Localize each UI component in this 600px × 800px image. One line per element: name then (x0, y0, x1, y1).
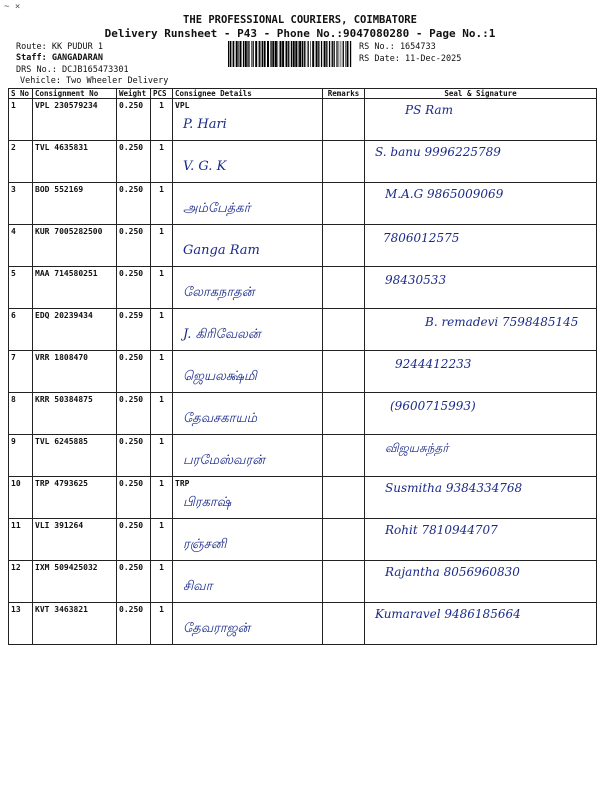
remarks-cell (323, 99, 365, 141)
table-row (9, 225, 597, 267)
consignee-cell (173, 477, 323, 519)
header-pcs: PCS (151, 89, 173, 99)
sno-cell: 9 (9, 435, 33, 477)
handwritten-signature: B. remadevi 7598485145 (425, 315, 579, 329)
barcode-bar (233, 41, 234, 67)
barcode-bar (334, 41, 335, 67)
barcode-bar (324, 41, 326, 67)
barcode-bar (318, 41, 319, 67)
consignee-cell (173, 183, 323, 225)
pcs-cell: 1 (151, 351, 173, 393)
remarks-cell (323, 351, 365, 393)
rs-date: RS Date: 11-Dec-2025 (359, 54, 462, 64)
table-row (9, 561, 597, 603)
consignment-cell: TVL 4635831 (33, 141, 117, 183)
weight-cell: 0.250 (117, 561, 151, 603)
barcode-bar (343, 41, 344, 67)
consignment-cell: BOD 552169 (33, 183, 117, 225)
drs-label: DRS No.: DCJB165473301 (16, 65, 129, 75)
barcode-bar (316, 41, 318, 67)
consignee-cell (173, 225, 323, 267)
sno-cell: 11 (9, 519, 33, 561)
table-row (9, 309, 597, 351)
header-weight: Weight (117, 89, 151, 99)
barcode-bar (251, 41, 252, 67)
consignee-cell (173, 267, 323, 309)
header-remarks: Remarks (323, 89, 365, 99)
barcode-bar (228, 41, 229, 67)
seal-signature-cell (365, 351, 597, 393)
pcs-cell: 1 (151, 477, 173, 519)
barcode-bar (272, 41, 274, 67)
remarks-cell (323, 309, 365, 351)
barcode-bar (282, 41, 284, 67)
table-row (9, 183, 597, 225)
table-row (9, 141, 597, 183)
barcode-bar (232, 41, 233, 67)
barcode-bar (240, 41, 242, 67)
handwritten-signature: Kumaravel 9486185664 (375, 607, 521, 621)
barcode-bar (295, 41, 297, 67)
barcode-bar (291, 41, 292, 67)
barcode-bar (280, 41, 282, 67)
weight-cell: 0.250 (117, 99, 151, 141)
consignment-cell: TVL 6245885 (33, 435, 117, 477)
runsheet-subtitle: Delivery Runsheet - P43 - Phone No.:9047080280 - Page No.:1 (104, 27, 496, 40)
barcode-bar (238, 41, 239, 67)
weight-cell: 0.250 (117, 351, 151, 393)
table-row (9, 519, 597, 561)
pcs-cell: 1 (151, 309, 173, 351)
table-header-row (9, 89, 597, 99)
company-title: THE PROFESSIONAL COURIERS, COIMBATORE (183, 14, 417, 26)
sno-cell: 12 (9, 561, 33, 603)
consignee-cell (173, 141, 323, 183)
barcode-bar (253, 41, 254, 67)
seal-signature-cell (365, 99, 597, 141)
consignment-cell: KUR 7005282500 (33, 225, 117, 267)
pcs-cell: 1 (151, 267, 173, 309)
consignee-printed: TRP (175, 479, 190, 488)
handwritten-signature: (9600715993) (390, 399, 476, 413)
seal-signature-cell (365, 435, 597, 477)
barcode-bar (245, 41, 247, 67)
weight-cell: 0.250 (117, 393, 151, 435)
handwritten-signature: Rohit 7810944707 (385, 523, 498, 537)
consignee-handwritten-name: லோகநாதன் (183, 285, 255, 300)
consignee-handwritten-name: பிரகாஷ் (183, 495, 232, 510)
barcode-bar (298, 41, 299, 67)
consignee-cell (173, 99, 323, 141)
pcs-cell: 1 (151, 435, 173, 477)
barcode-bar (326, 41, 327, 67)
route-label: Route: KK PUDUR 1 (16, 42, 103, 52)
barcode-bar (288, 41, 289, 67)
barcode-bar (345, 41, 346, 67)
seal-signature-cell (365, 393, 597, 435)
table-row (9, 99, 597, 141)
sno-cell: 4 (9, 225, 33, 267)
consignment-cell: IXM 509425032 (33, 561, 117, 603)
remarks-cell (323, 225, 365, 267)
weight-cell: 0.250 (117, 435, 151, 477)
header-sno: S No (9, 89, 33, 99)
table-row (9, 603, 597, 645)
barcode-bar (286, 41, 288, 67)
seal-signature-cell (365, 141, 597, 183)
sno-cell: 10 (9, 477, 33, 519)
consignee-cell (173, 561, 323, 603)
barcode-bar (321, 41, 322, 67)
barcode-bar (293, 41, 295, 67)
weight-cell: 0.259 (117, 309, 151, 351)
weight-cell: 0.250 (117, 225, 151, 267)
handwritten-signature: Rajantha 8056960830 (385, 565, 520, 579)
table-row (9, 267, 597, 309)
barcode-bar (247, 41, 248, 67)
seal-signature-cell (365, 519, 597, 561)
consignment-cell: KVT 3463821 (33, 603, 117, 645)
handwritten-signature: 98430533 (385, 273, 447, 287)
handwritten-signature: 7806012575 (383, 231, 460, 245)
weight-cell: 0.250 (117, 519, 151, 561)
table-row (9, 351, 597, 393)
consignee-cell (173, 393, 323, 435)
consignee-handwritten-name: பரமேஸ்வரன் (183, 453, 265, 468)
consignee-handwritten-name: P. Hari (183, 117, 227, 132)
handwritten-signature: S. banu 9996225789 (375, 145, 501, 159)
pcs-cell: 1 (151, 561, 173, 603)
consignee-handwritten-name: Ganga Ram (183, 243, 260, 258)
consignee-handwritten-name: J. கிரிவேலன் (183, 327, 261, 342)
barcode-bar (264, 41, 266, 67)
pcs-cell: 1 (151, 225, 173, 267)
remarks-cell (323, 267, 365, 309)
seal-signature-cell (365, 477, 597, 519)
barcode-bar (302, 41, 303, 67)
weight-cell: 0.250 (117, 267, 151, 309)
pcs-cell: 1 (151, 603, 173, 645)
table-row (9, 435, 597, 477)
barcode-bar (332, 41, 333, 67)
sno-cell: 5 (9, 267, 33, 309)
remarks-cell (323, 393, 365, 435)
runsheet-table (8, 88, 597, 645)
handwritten-signature: Susmitha 9384334768 (385, 481, 523, 495)
remarks-cell (323, 603, 365, 645)
barcode-bar (304, 41, 305, 67)
consignment-cell: MAA 714580251 (33, 267, 117, 309)
corner-mark: ~ × (4, 2, 21, 12)
barcode-bar (310, 41, 311, 67)
weight-cell: 0.250 (117, 477, 151, 519)
header-consignment: Consignment No (33, 89, 117, 99)
seal-signature-cell (365, 267, 597, 309)
pcs-cell: 1 (151, 183, 173, 225)
barcode-bar (299, 41, 301, 67)
remarks-cell (323, 477, 365, 519)
sno-cell: 6 (9, 309, 33, 351)
pcs-cell: 1 (151, 393, 173, 435)
barcode (228, 41, 354, 67)
consignment-cell: EDQ 20239434 (33, 309, 117, 351)
consignee-handwritten-name: ஜெயலக்ஷ்மி (183, 369, 257, 384)
weight-cell: 0.250 (117, 603, 151, 645)
barcode-bar (243, 41, 244, 67)
sno-cell: 8 (9, 393, 33, 435)
remarks-cell (323, 141, 365, 183)
barcode-bar (306, 41, 307, 67)
header-consignee: Consignee Details (173, 89, 323, 99)
handwritten-signature: M.A.G 9865009069 (385, 187, 504, 201)
barcode-bar (347, 41, 349, 67)
remarks-cell (323, 183, 365, 225)
sno-cell: 3 (9, 183, 33, 225)
table-row (9, 393, 597, 435)
pcs-cell: 1 (151, 519, 173, 561)
seal-signature-cell (365, 225, 597, 267)
consignee-handwritten-name: ரஞ்சனி (183, 537, 227, 552)
barcode-bar (262, 41, 263, 67)
sno-cell: 1 (9, 99, 33, 141)
header-seal: Seal & Signature (365, 89, 597, 99)
barcode-bar (329, 41, 330, 67)
handwritten-signature: PS Ram (405, 103, 453, 117)
barcode-bar (275, 41, 277, 67)
barcode-bar (337, 41, 338, 67)
consignee-handwritten-name: அம்பேத்கர் (183, 201, 251, 216)
consignment-cell: KRR 50384875 (33, 393, 117, 435)
remarks-cell (323, 561, 365, 603)
consignee-cell (173, 351, 323, 393)
consignment-cell: VLI 391264 (33, 519, 117, 561)
sno-cell: 2 (9, 141, 33, 183)
sno-cell: 7 (9, 351, 33, 393)
barcode-bar (236, 41, 238, 67)
consignee-cell (173, 435, 323, 477)
barcode-bar (312, 41, 314, 67)
seal-signature-cell (365, 183, 597, 225)
barcode-bar (350, 41, 351, 67)
consignment-cell: VRR 1808470 (33, 351, 117, 393)
consignee-printed: VPL (175, 101, 190, 110)
barcode-bar (278, 41, 279, 67)
pcs-cell: 1 (151, 99, 173, 141)
vehicle-label: Vehicle: Two Wheeler Delivery (20, 76, 169, 86)
consignee-handwritten-name: தேவராஜன் (183, 621, 251, 636)
seal-signature-cell (365, 603, 597, 645)
handwritten-signature: 9244412233 (395, 357, 472, 371)
barcode-bar (308, 41, 309, 67)
consignee-cell (173, 603, 323, 645)
barcode-bar (259, 41, 260, 67)
consignee-cell (173, 309, 323, 351)
remarks-cell (323, 435, 365, 477)
table-row (9, 477, 597, 519)
handwritten-signature: விஜயசுந்தர் (385, 441, 449, 455)
barcode-bar (267, 41, 269, 67)
barcode-bar (339, 41, 340, 67)
weight-cell: 0.250 (117, 141, 151, 183)
consignee-cell (173, 519, 323, 561)
barcode-bar (261, 41, 262, 67)
consignee-handwritten-name: தேவசகாயம் (183, 411, 258, 426)
barcode-bar (230, 41, 231, 67)
barcode-bar (270, 41, 271, 67)
consignment-cell: TRP 4793625 (33, 477, 117, 519)
consignee-handwritten-name: சிவா (183, 579, 213, 594)
barcode-bar (336, 41, 337, 67)
seal-signature-cell (365, 309, 597, 351)
pcs-cell: 1 (151, 141, 173, 183)
consignment-cell: VPL 230579234 (33, 99, 117, 141)
remarks-cell (323, 519, 365, 561)
barcode-bar (255, 41, 257, 67)
rs-number: RS No.: 1654733 (359, 42, 436, 52)
staff-label: Staff: GANGADARAN (16, 53, 103, 63)
barcode-bar (249, 41, 250, 67)
weight-cell: 0.250 (117, 183, 151, 225)
barcode-bar (341, 41, 342, 67)
seal-signature-cell (365, 561, 597, 603)
consignee-handwritten-name: V. G. K (183, 159, 227, 174)
sno-cell: 13 (9, 603, 33, 645)
